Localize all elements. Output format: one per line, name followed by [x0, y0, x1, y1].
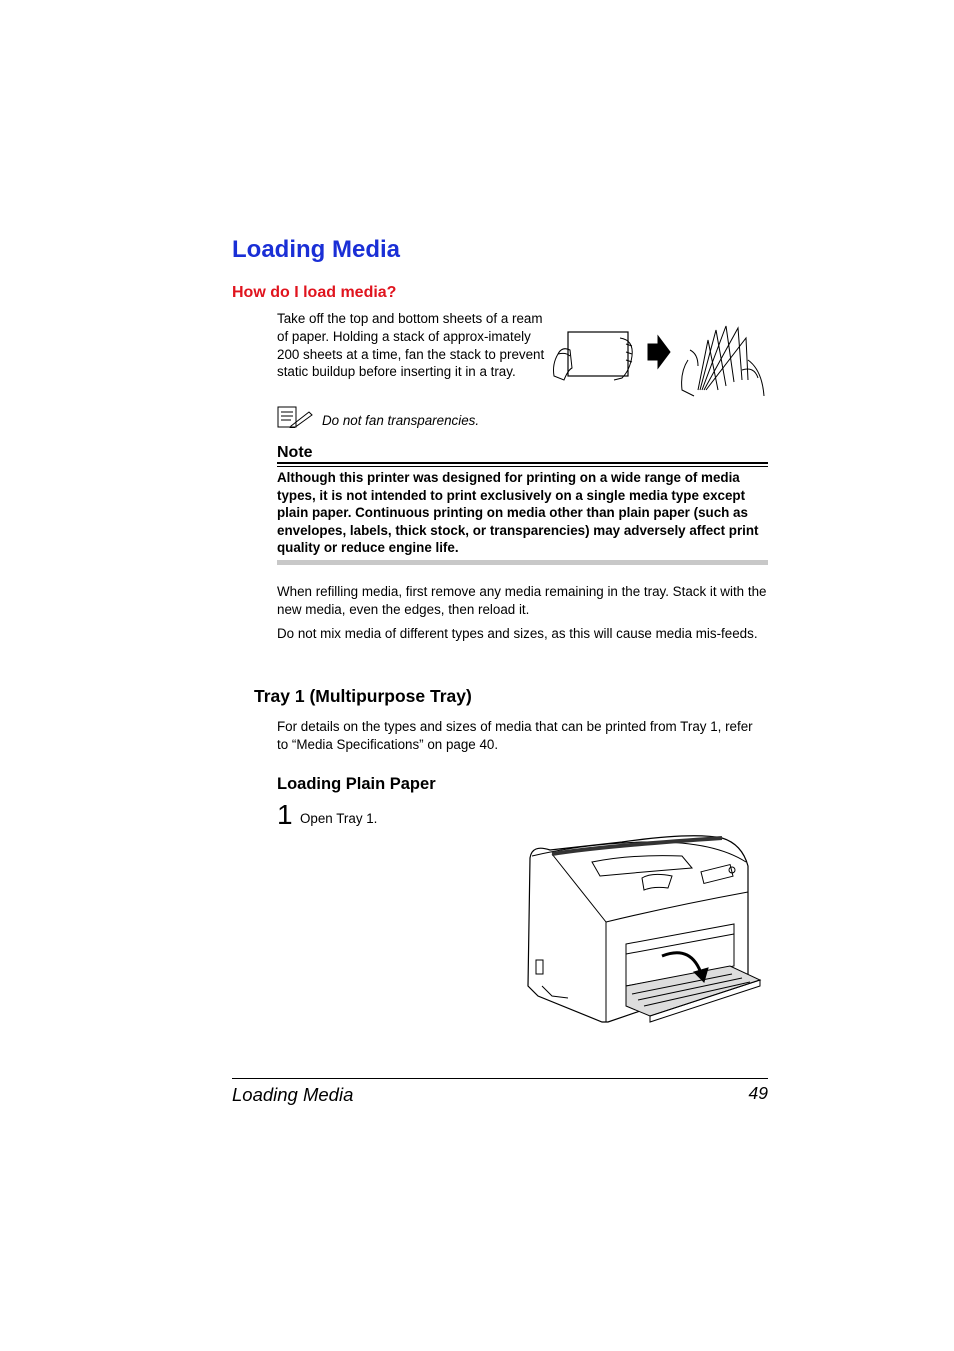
printer-tray-open-illustration [522, 826, 764, 1028]
footer-title: Loading Media [232, 1084, 354, 1105]
tray-section-title: Tray 1 (Multipurpose Tray) [254, 686, 472, 706]
note-title: Note [277, 444, 313, 461]
section-heading-how-to-load: How do I load media? [232, 284, 397, 301]
note-body: Although this printer was designed for printing on a wide range of media types, it is not intended to print exclusively on a single media type except plain paper. Continuous printing on media other than plain paper (such as envelopes, labels, thick stock, or transparencies) may adversely affect print quality or reduce engine life. [277, 470, 759, 556]
note-bottom-rule [277, 560, 768, 565]
hands-fanning-paper-illustration [548, 320, 770, 402]
loading-plain-paper-title: Loading Plain Paper [277, 775, 436, 793]
step-text: Open Tray 1. [300, 811, 378, 826]
step-number: 1 [277, 799, 293, 830]
footer-rule [232, 1078, 768, 1079]
page-title: Loading Media [232, 236, 400, 263]
note-top-rule [277, 462, 768, 467]
mix-paragraph: Do not mix media of different types and sizes, as this will cause media mis-feeds. [277, 626, 758, 641]
intro-paragraph: Take off the top and bottom sheets of a ream of paper. Holding a stack of approx-imately 200 sheets at a time, fan the stack to prevent static buildup before inserting it in a tray. [277, 311, 545, 380]
page-number: 49 [748, 1083, 768, 1103]
tray-section-body: For details on the types and sizes of media that can be printed from Tray 1, refer to “Media Specifications” on page 40. [277, 719, 753, 752]
refill-paragraph: When refilling media, first remove any media remaining in the tray. Stack it with the new media, even the edges, then reload it. [277, 584, 767, 617]
note-pad-icon [277, 406, 313, 428]
callout-text: Do not fan transparencies. [322, 413, 480, 428]
